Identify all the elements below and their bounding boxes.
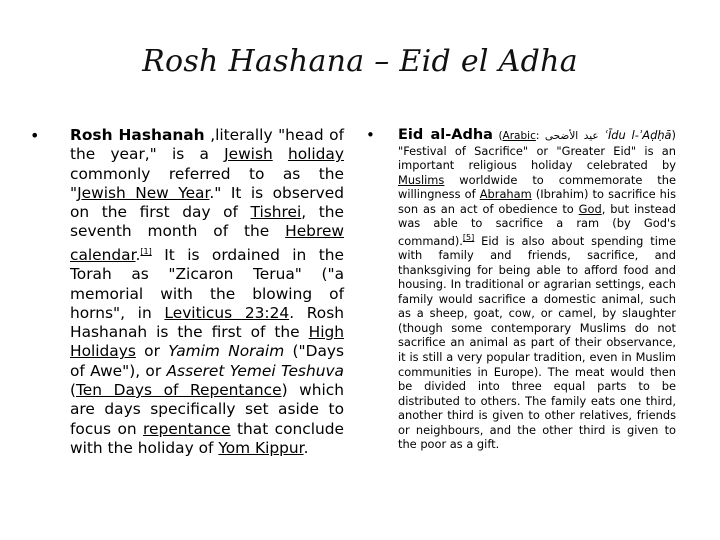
yamim-noraim-italic: Yamim Noraim — [168, 342, 285, 361]
text-span: ) which are days specifically set aside to focus on — [70, 380, 345, 438]
link-repentance[interactable]: repentance — [143, 419, 231, 438]
text-span: , the seventh month of the — [70, 203, 344, 241]
arabic-script: عيد الأضحى — [544, 130, 599, 142]
text-span: ." It is observed on the first day of — [70, 183, 344, 222]
footnote-link-5[interactable]: [5] — [462, 232, 475, 242]
footnote-link-1[interactable]: [1] — [140, 246, 152, 256]
link-hebrew-calendar[interactable]: Hebrew calendar — [70, 222, 344, 264]
text-span: . Rosh Hashanah is the first of the — [70, 303, 344, 342]
link-high-holidays[interactable]: High Holidays — [70, 323, 344, 361]
text-span: that conclude with the holiday of — [70, 419, 345, 457]
link-ten-days-of-repentance[interactable]: Ten Days of Repentance — [76, 380, 282, 399]
link-muslims[interactable]: Muslims — [398, 172, 445, 187]
text-span: ) "Festival of Sacrifice" or "Greater Eid" is an important religious holiday celebrated by — [398, 128, 676, 173]
text-span: (Ibrahim) to sacrifice his son as an act of obedience to — [398, 187, 677, 216]
link-holiday[interactable]: holiday — [287, 145, 344, 164]
text-span: ,literally "head of the year," is a — [70, 126, 344, 164]
link-leviticus[interactable]: Leviticus 23:24 — [164, 303, 290, 322]
bullet-point: • — [366, 126, 375, 144]
rosh-hashanah-term: Rosh Hashanah — [70, 126, 205, 144]
text-span: ("Days of Awe"), or — [70, 342, 345, 380]
link-god[interactable]: God — [578, 201, 602, 216]
slide-title: Rosh Hashana – Eid el Adha — [142, 44, 578, 79]
eid-al-adha-paragraph — [398, 128, 676, 452]
link-jewish[interactable]: Jewish — [224, 145, 273, 164]
text-span: : — [535, 130, 545, 142]
rosh-hashana-column — [30, 126, 344, 458]
text-span: ( — [492, 130, 503, 142]
text-span: or — [135, 342, 169, 361]
link-arabic[interactable]: Arabic — [502, 130, 536, 142]
transliteration: ʿĪdu l-ʾAḍḥā — [604, 128, 672, 142]
eid-al-adha-column — [366, 128, 676, 452]
text-span: commonly referred to as the " — [70, 164, 344, 202]
asseret-yemei-teshuva-italic: Asseret Yemei Teshuva — [166, 361, 344, 380]
text-span: , but instead was able to sacrifice a ram (by God's command). — [398, 201, 676, 248]
text-span: . — [303, 438, 309, 457]
bullet-point: • — [30, 126, 40, 145]
link-yom-kippur[interactable]: Yom Kippur — [218, 438, 304, 457]
text-span: worldwide to commemorate the willingness of — [398, 172, 676, 202]
eid-al-adha-term: Eid al-Adha — [398, 127, 493, 143]
rosh-hashana-paragraph — [70, 126, 344, 458]
link-jewish-new-year[interactable]: Jewish New Year — [77, 183, 210, 202]
text-span: It is ordained in the Torah as "Zicaron Terua" ("a memorial with the blowing of horns", in — [70, 245, 344, 322]
text-span: ( — [70, 380, 77, 399]
link-tishrei[interactable]: Tishrei — [250, 203, 302, 222]
link-abraham[interactable]: Abraham — [479, 187, 532, 202]
text-span: Eid is also about spending time with family and friends, sacrifice, and thanksgiving for being able to afford food and housing. In traditional or agrarian settings, each family would sacrifice a domestic animal, such as a sheep, goat, cow, or camel, by slaughter (though some contemporary Muslims do not sacrifice an animal as part of their observance, it is still a very popular tradition, even in Muslim communities in Europe). The meat would then be divided into three equal parts to be distributed to others. The family eats one third, another third is given to other relatives, friends or neighbours, and the other third is given to the poor as a gift. — [398, 233, 676, 452]
text-span: . — [135, 245, 141, 264]
